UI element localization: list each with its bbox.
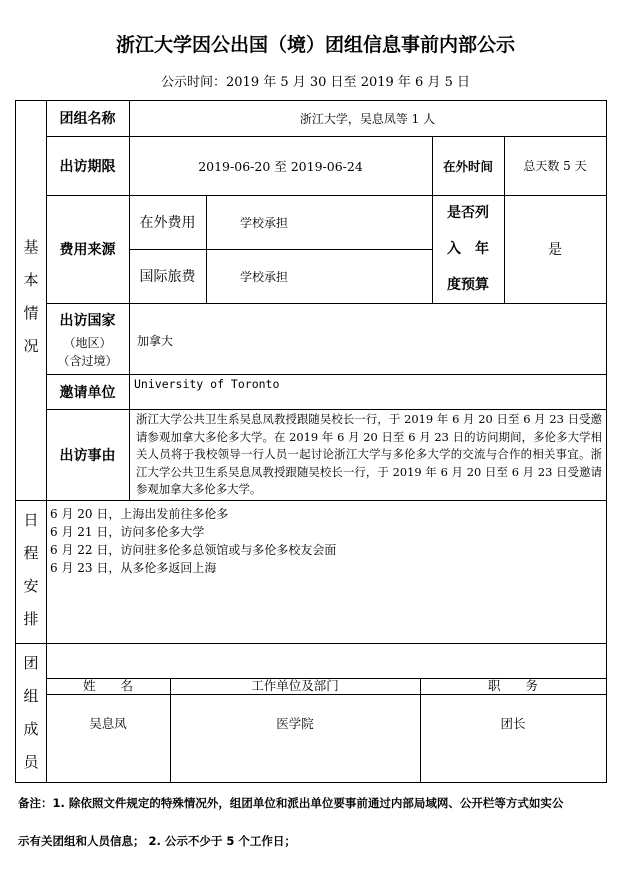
in-budget-label: 是否列 入 年 度预算: [447, 205, 489, 293]
publish-period: 公示时间：2019 年 5 月 30 日至 2019 年 6 月 5 日: [161, 75, 470, 90]
group-name-label: 团组名称: [59, 111, 116, 127]
visit-period-label: 出访期限: [59, 158, 116, 175]
schedule-list: [50, 505, 590, 577]
purpose-value: 浙江大学公共卫生系吴息凤教授跟随吴校长一行，于 2019 年 6 月 20 日至 6 月 23 日受邀请参观加拿大多伦多大学。在 2019 年 6 月 20 日至 6 月 23 日的访问期间，多伦多大学相关人员将于我校领导一行人员一起讨论浙江大学与多伦多大学的交流与合作的相关事宜。浙江大学公共卫生系吴息凤教授跟随吴校长一行，于 2019 年 6 月 20 日至 6 月 23 日受邀请参观加拿大多伦多大学。: [136, 412, 602, 496]
member-title: 团长: [500, 716, 526, 731]
intl-travel-label: 国际旅费: [139, 269, 196, 285]
abroad-cost-label: 在外费用: [139, 215, 196, 231]
section-basic-label: 基 本 情 况: [23, 238, 39, 355]
member-unit: 医学院: [276, 716, 314, 731]
visit-period-value: 2019-06-20 至 2019-06-24: [198, 158, 363, 174]
page-title: 浙江大学因公出国（境）团组信息事前内部公示: [115, 34, 515, 56]
time-abroad-label: 在外时间: [442, 158, 493, 174]
member-name: 吴息凤: [89, 716, 127, 731]
schedule-item: 6 月 23 日，从多伦多返回上海: [50, 561, 217, 575]
section-members-label: 团 组 成 员: [23, 654, 39, 771]
purpose-label: 出访事由: [59, 447, 116, 464]
member-header-name: 姓 名: [82, 678, 133, 693]
note-line-1: 备注：1. 除依照文件规定的特殊情况外，组团单位和派出单位要事前通过内部局域网、公开栏等方式如实公: [18, 796, 564, 810]
schedule-item: 6 月 21 日，访问多伦多大学: [50, 525, 205, 539]
funding-source-label: 费用来源: [59, 242, 116, 258]
country-label: 出访国家 （地区） （含过境）: [57, 312, 118, 368]
member-header-title: 职 务: [487, 678, 538, 693]
schedule-item: 6 月 22 日，访问驻多伦多总领馆或与多伦多校友会面: [50, 543, 337, 557]
country-value: 加拿大: [137, 334, 174, 348]
in-budget-value: 是: [548, 242, 562, 258]
member-header-unit: 工作单位及部门: [251, 678, 339, 693]
inviter-label: 邀请单位: [59, 384, 116, 401]
note-line-2: 示有关团组和人员信息； 2. 公示不少于 5 个工作日；: [18, 834, 296, 848]
section-schedule-label: 日 程 安 排: [23, 511, 39, 628]
time-abroad-value: 总天数 5 天: [523, 159, 587, 173]
inviter-value: University of Toronto: [134, 377, 280, 391]
group-name-value: 浙江大学，吴息凤等 1 人: [299, 111, 436, 126]
intl-travel-value: 学校承担: [239, 269, 288, 284]
abroad-cost-value: 学校承担: [239, 215, 288, 230]
schedule-item: 6 月 20 日，上海出发前往多伦多: [50, 507, 229, 521]
